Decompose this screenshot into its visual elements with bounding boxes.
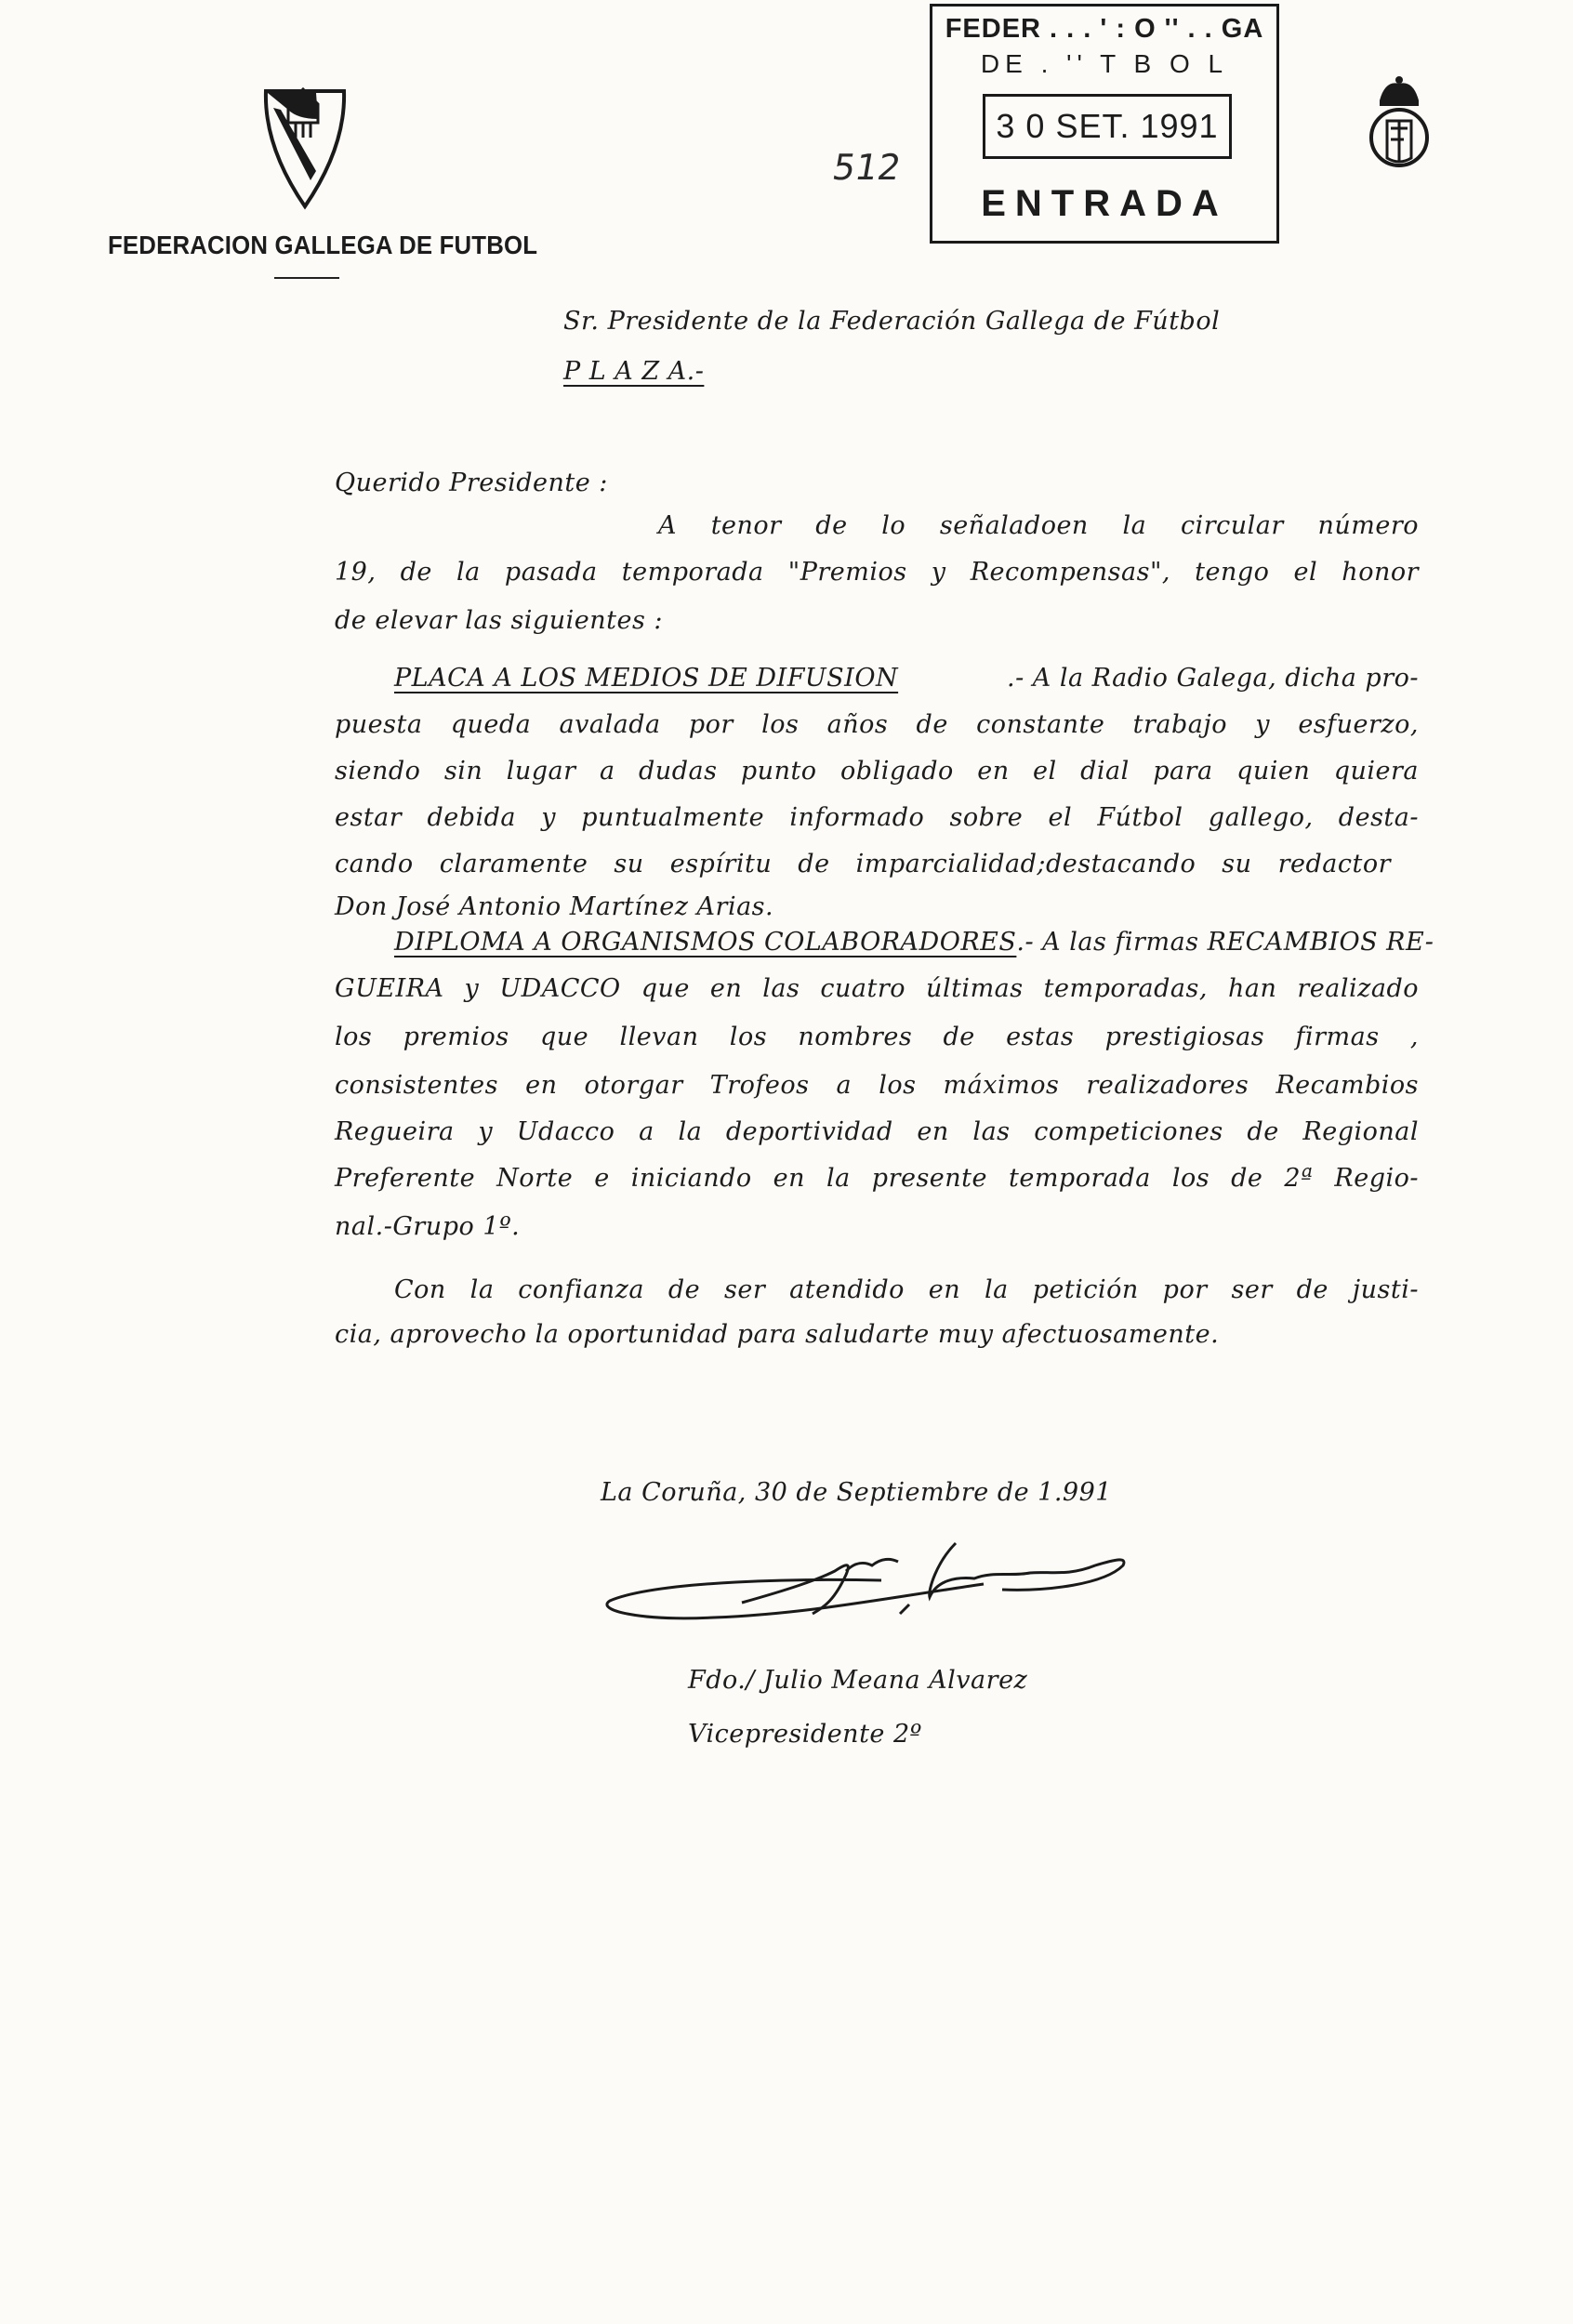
section2-line: Regueira y Udacco a la deportividad en las competiciones de Regional — [335, 1117, 1419, 1146]
section2-line: GUEIRA y UDACCO que en las cuatro últimas temporadas, han realizado — [335, 974, 1419, 1003]
stamp-date: 3 0 SET. 1991 — [983, 94, 1232, 159]
recipient-line2: P L A Z A.- — [563, 357, 705, 386]
section1-line: Don José Antonio Martínez Arias. — [335, 892, 774, 921]
handwritten-signature — [602, 1525, 1142, 1636]
section1-line: estar debida y puntualmente informado sobre el Fútbol gallego, desta- — [335, 803, 1419, 832]
section1-first-line — [394, 666, 1419, 691]
signed-by: Fdo./ Julio Meana Alvarez — [688, 1666, 1028, 1695]
section2-line: los premios que llevan los nombres de estas prestigiosas firmas , — [335, 1023, 1419, 1051]
section1-heading: PLACA A LOS MEDIOS DE DIFUSION — [394, 664, 899, 693]
closing-line: Con la confianza de ser atendido en la petición por ser de justi- — [394, 1275, 1419, 1304]
recipient-line1: Sr. Presidente de la Federación Gallega de Fútbol — [563, 307, 1221, 336]
entry-stamp — [930, 4, 1279, 244]
stamp-line1: FEDER . . . ' : O '' . . GA — [945, 14, 1264, 44]
stamp-line2: DE . '' T B O L — [980, 49, 1229, 78]
org-name: FEDERACION GALLEGA DE FUTBOL — [108, 231, 538, 259]
section1-line: puesta queda avalada por los años de constante trabajo y esfuerzo, — [335, 710, 1419, 739]
section2-line: Preferente Norte e iniciando en la presente temporada los de 2ª Regio- — [335, 1164, 1419, 1193]
closing-line: cia, aprovecho la oportunidad para saludarte muy afectuosamente. — [335, 1320, 1220, 1349]
section1-line: cando claramente su espíritu de imparcialidad;destacando su redactor — [335, 850, 1391, 878]
org-underline — [274, 277, 339, 279]
section2-line: consistentes en otorgar Trofeos a los máximos realizadores Recambios — [335, 1071, 1419, 1100]
intro-line: de elevar las siguientes : — [335, 606, 663, 635]
section1-line: siendo sin lugar a dudas punto obligado en el dial para quien quiera — [335, 757, 1419, 786]
royal-federation-emblem — [1367, 73, 1432, 184]
place-date: La Coruña, 30 de Septiembre de 1.991 — [601, 1478, 1112, 1507]
federation-crest-logo — [260, 82, 350, 212]
section2-line: nal.-Grupo 1º. — [335, 1212, 521, 1241]
intro-line: 19, de la pasada temporada "Premios y Recompensas", tengo el honor — [335, 558, 1419, 587]
registry-number: 512 — [829, 147, 905, 188]
stamp-label: ENTRADA — [981, 183, 1228, 224]
section1-first-rest: .- A la Radio Galega, dicha pro- — [1007, 664, 1419, 693]
section2-first-line — [394, 928, 1434, 957]
intro-line: A tenor de lo señaladoen la circular número — [658, 511, 1419, 540]
section2-first-rest: .- A las firmas RECAMBIOS RE- — [1016, 928, 1434, 957]
salutation: Querido Presidente : — [335, 469, 608, 497]
section2-heading: DIPLOMA A ORGANISMOS COLABORADORES — [394, 928, 1017, 957]
signer-title: Vicepresidente 2º — [688, 1720, 922, 1749]
